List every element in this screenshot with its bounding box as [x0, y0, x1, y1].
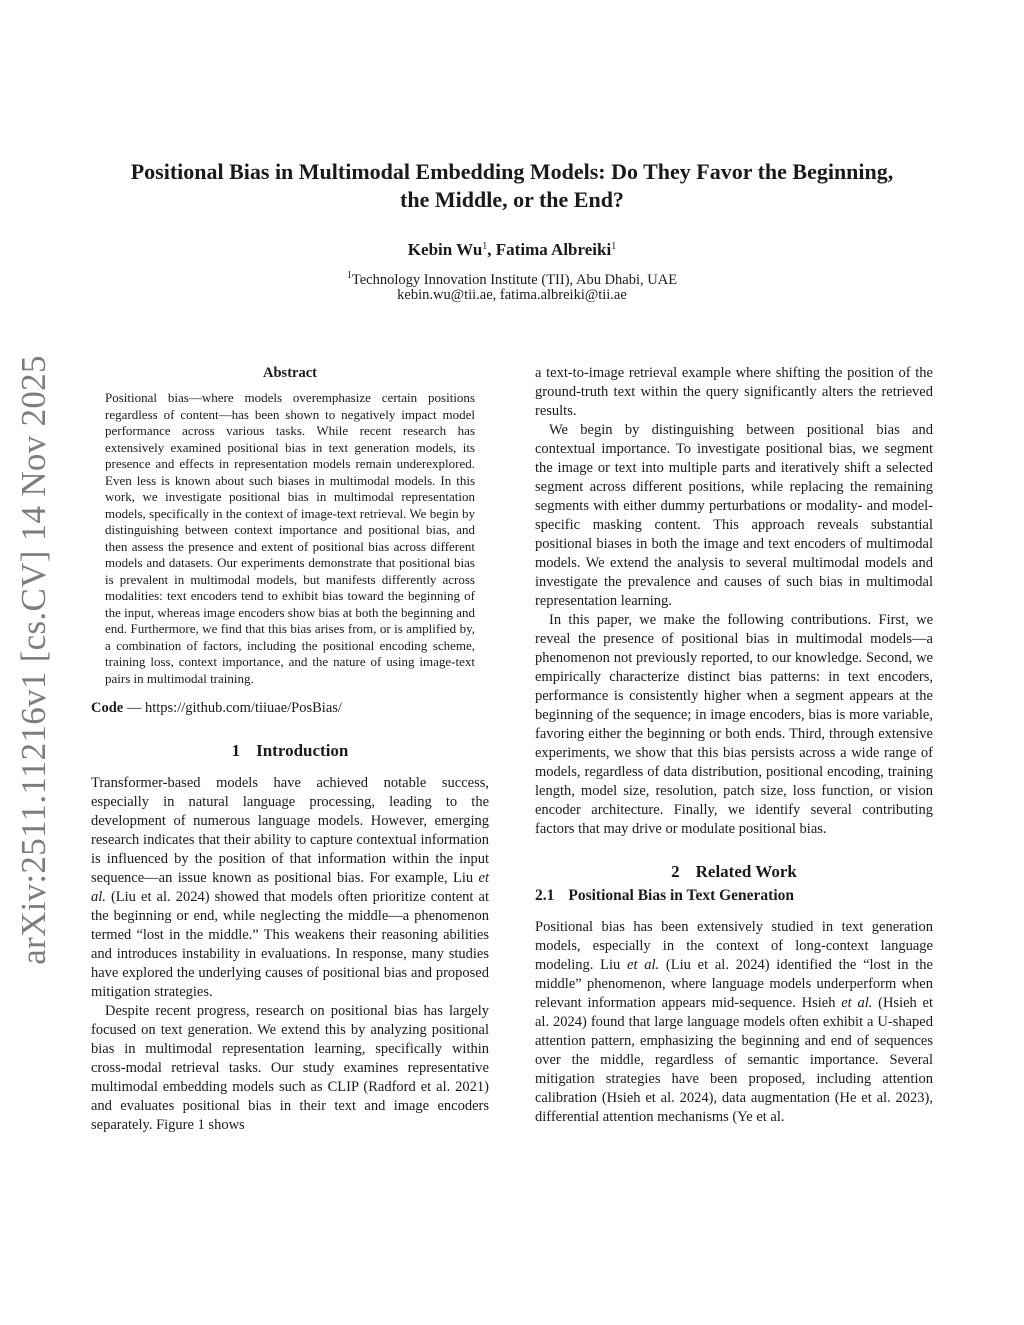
text-run: (Hsieh et al. 2024) found that large language models often exhibit a U-shaped attention pattern, emphasizing the beginning and end of sequences over the middle, regardless of semantic importance. Several mitigation strategies have been proposed, including attention calibration (Hsieh et al. 2024), data augmentation (He et al. 2023), differential attention mechanisms (Ye et al. — [535, 995, 934, 1125]
intro-paragraph-contributions: In this paper, we make the following contributions. First, we reveal the presence of positional bias in multimodal models—a phenomenon not previously reported, to our knowledge. Second, we empirically characterize distinct bias patterns: in text encoders, performance is consistently higher when a segment appears at the beginning of the sequence; in image encoders, bias is more variable, favoring either the beginning or both ends. Third, through extensive experiments, we show that this bias persists across a wide range of models, regardless of data distribution, positional encoding, training length, model size, resolution, patch size, loss function, or vision encoder architecture. Finally, we identify several contributing factors that may drive or modulate positional bias. — [535, 612, 933, 837]
affiliation-text: Technology Innovation Institute (TII), Abu Dhabi, UAE — [351, 272, 678, 288]
text-run: Transformer-based models have achieved notable success, especially in natural language processing, leading to the development of numerous language models. However, emerging research indicates that their ability to capture contextual information is influenced by the position of that information within the input sequence—an issue known as positional bias. For example, Liu — [91, 775, 489, 886]
author-emails: kebin.wu@tii.ae, fatima.albreiki@tii.ae — [397, 287, 627, 303]
intro-paragraph-2: Despite recent progress, research on positional bias has largely focused on text generation. We extend this by analyzing positional bias in multimodal representation learning, specifically within cross-modal retrieval tasks. Our study examines representative multimodal embedding models such as CLIP (Radford et al. 2021) and evaluates positional bias in their text and image encoders separately. Figure 1 shows — [91, 1003, 489, 1133]
intro-paragraph-3: We begin by distinguishing between positional bias and contextual importance. To investigate positional bias, we segment the image or text into multiple parts and iteratively shift a selected segment across different positions, while replacing the remaining segments with either dummy perturbations or modality- and model-specific masking content. This approach reveals substantial positional biases in both the image and text encoders of multimodal models. We extend the analysis to several multimodal models and investigate the prevalence and causes of such bias in multimodal representation learning. — [535, 422, 933, 609]
arxiv-identifier-stamp: arXiv:2511.11216v1 [cs.CV] 14 Nov 2025 — [14, 355, 53, 965]
italic-text: et al. — [627, 957, 660, 973]
section-heading-related-work — [535, 861, 933, 883]
affiliation-marker: 1 — [611, 241, 617, 252]
paper-title — [80, 158, 944, 214]
code-link-line — [91, 699, 489, 718]
left-column — [91, 364, 489, 1135]
intro-paragraph-continued: a text-to-image retrieval example where shifting the position of the ground-truth text within the query significantly alters the retrieved results. — [535, 365, 933, 419]
section-heading-introduction — [91, 740, 489, 762]
italic-text: et al. — [91, 870, 489, 905]
abstract-heading: Abstract — [263, 365, 317, 381]
section-title: Introduction — [256, 741, 349, 760]
author-name: Kebin Wu — [407, 240, 483, 259]
section-number: 1 — [231, 741, 241, 760]
affiliation-marker: 1 — [346, 270, 352, 281]
author-list — [80, 236, 944, 261]
section-title: Related Work — [695, 862, 797, 881]
subsection-number: 2.1 — [535, 887, 555, 904]
intro-paragraph-1 — [91, 774, 489, 1002]
subsection-title: Positional Bias in Text Generation — [568, 887, 795, 904]
title-line-2: the Middle, or the End? — [400, 187, 624, 212]
affiliation-marker: 1 — [482, 241, 488, 252]
subsection-heading — [535, 886, 933, 906]
code-label: Code — [91, 700, 124, 716]
text-run: Positional bias has been extensively studied in text generation models, especially in the context of long-context language modeling. Liu — [535, 919, 933, 973]
right-column — [535, 364, 933, 1127]
italic-text: et al. — [841, 995, 873, 1011]
abstract-body: Positional bias—where models overemphasize certain positions regardless of content—has been shown to negatively impact model performance across various tasks. While recent research has extensively examined positional bias in text generation models, its presence and effects in representation models remain underexplored. Even less is known about such biases in multimodal models. In this work, we investigate positional bias in multimodal representation models, specifically in the context of image-text retrieval. We begin by distinguishing between context importance and positional bias, and then assess the presence and extent of positional bias across different models and datasets. Our experiments demonstrate that positional bias is prevalent in multimodal models, but manifests differently across modalities: text encoders tend to exhibit bias toward the beginning of the input, whereas image encoders show bias at both the beginning and end. Furthermore, we find that this bias arises from, or is amplified by, a combination of factors, including the positional encoding scheme, training loss, context importance, and the nature of using image-text pairs in multimodal training. — [105, 390, 475, 686]
text-run: (Liu et al. 2024) showed that models often prioritize content at the beginning or end, while neglecting the middle—a phenomenon termed “lost in the middle.” This weakens their reasoning abilities and introduces instability in evaluations. In response, many studies have explored the underlying causes of positional bias and proposed mitigation strategies. — [91, 889, 489, 1000]
author-name: Fatima Albreiki — [495, 240, 612, 259]
text-run: (Liu et al. 2024) identified the “lost in the middle” phenomenon, where language models underperform when relevant information appears mid-sequence. Hsieh — [535, 957, 933, 1011]
author-separator: , — [487, 240, 496, 259]
title-line-1: Positional Bias in Multimodal Embedding Models: Do They Favor the Beginning, — [130, 159, 894, 184]
related-work-paragraph — [535, 918, 933, 1127]
code-url[interactable]: https://github.com/tiiuae/PosBias/ — [144, 700, 342, 716]
code-dash: — — [123, 700, 145, 716]
section-number: 2 — [671, 862, 680, 881]
